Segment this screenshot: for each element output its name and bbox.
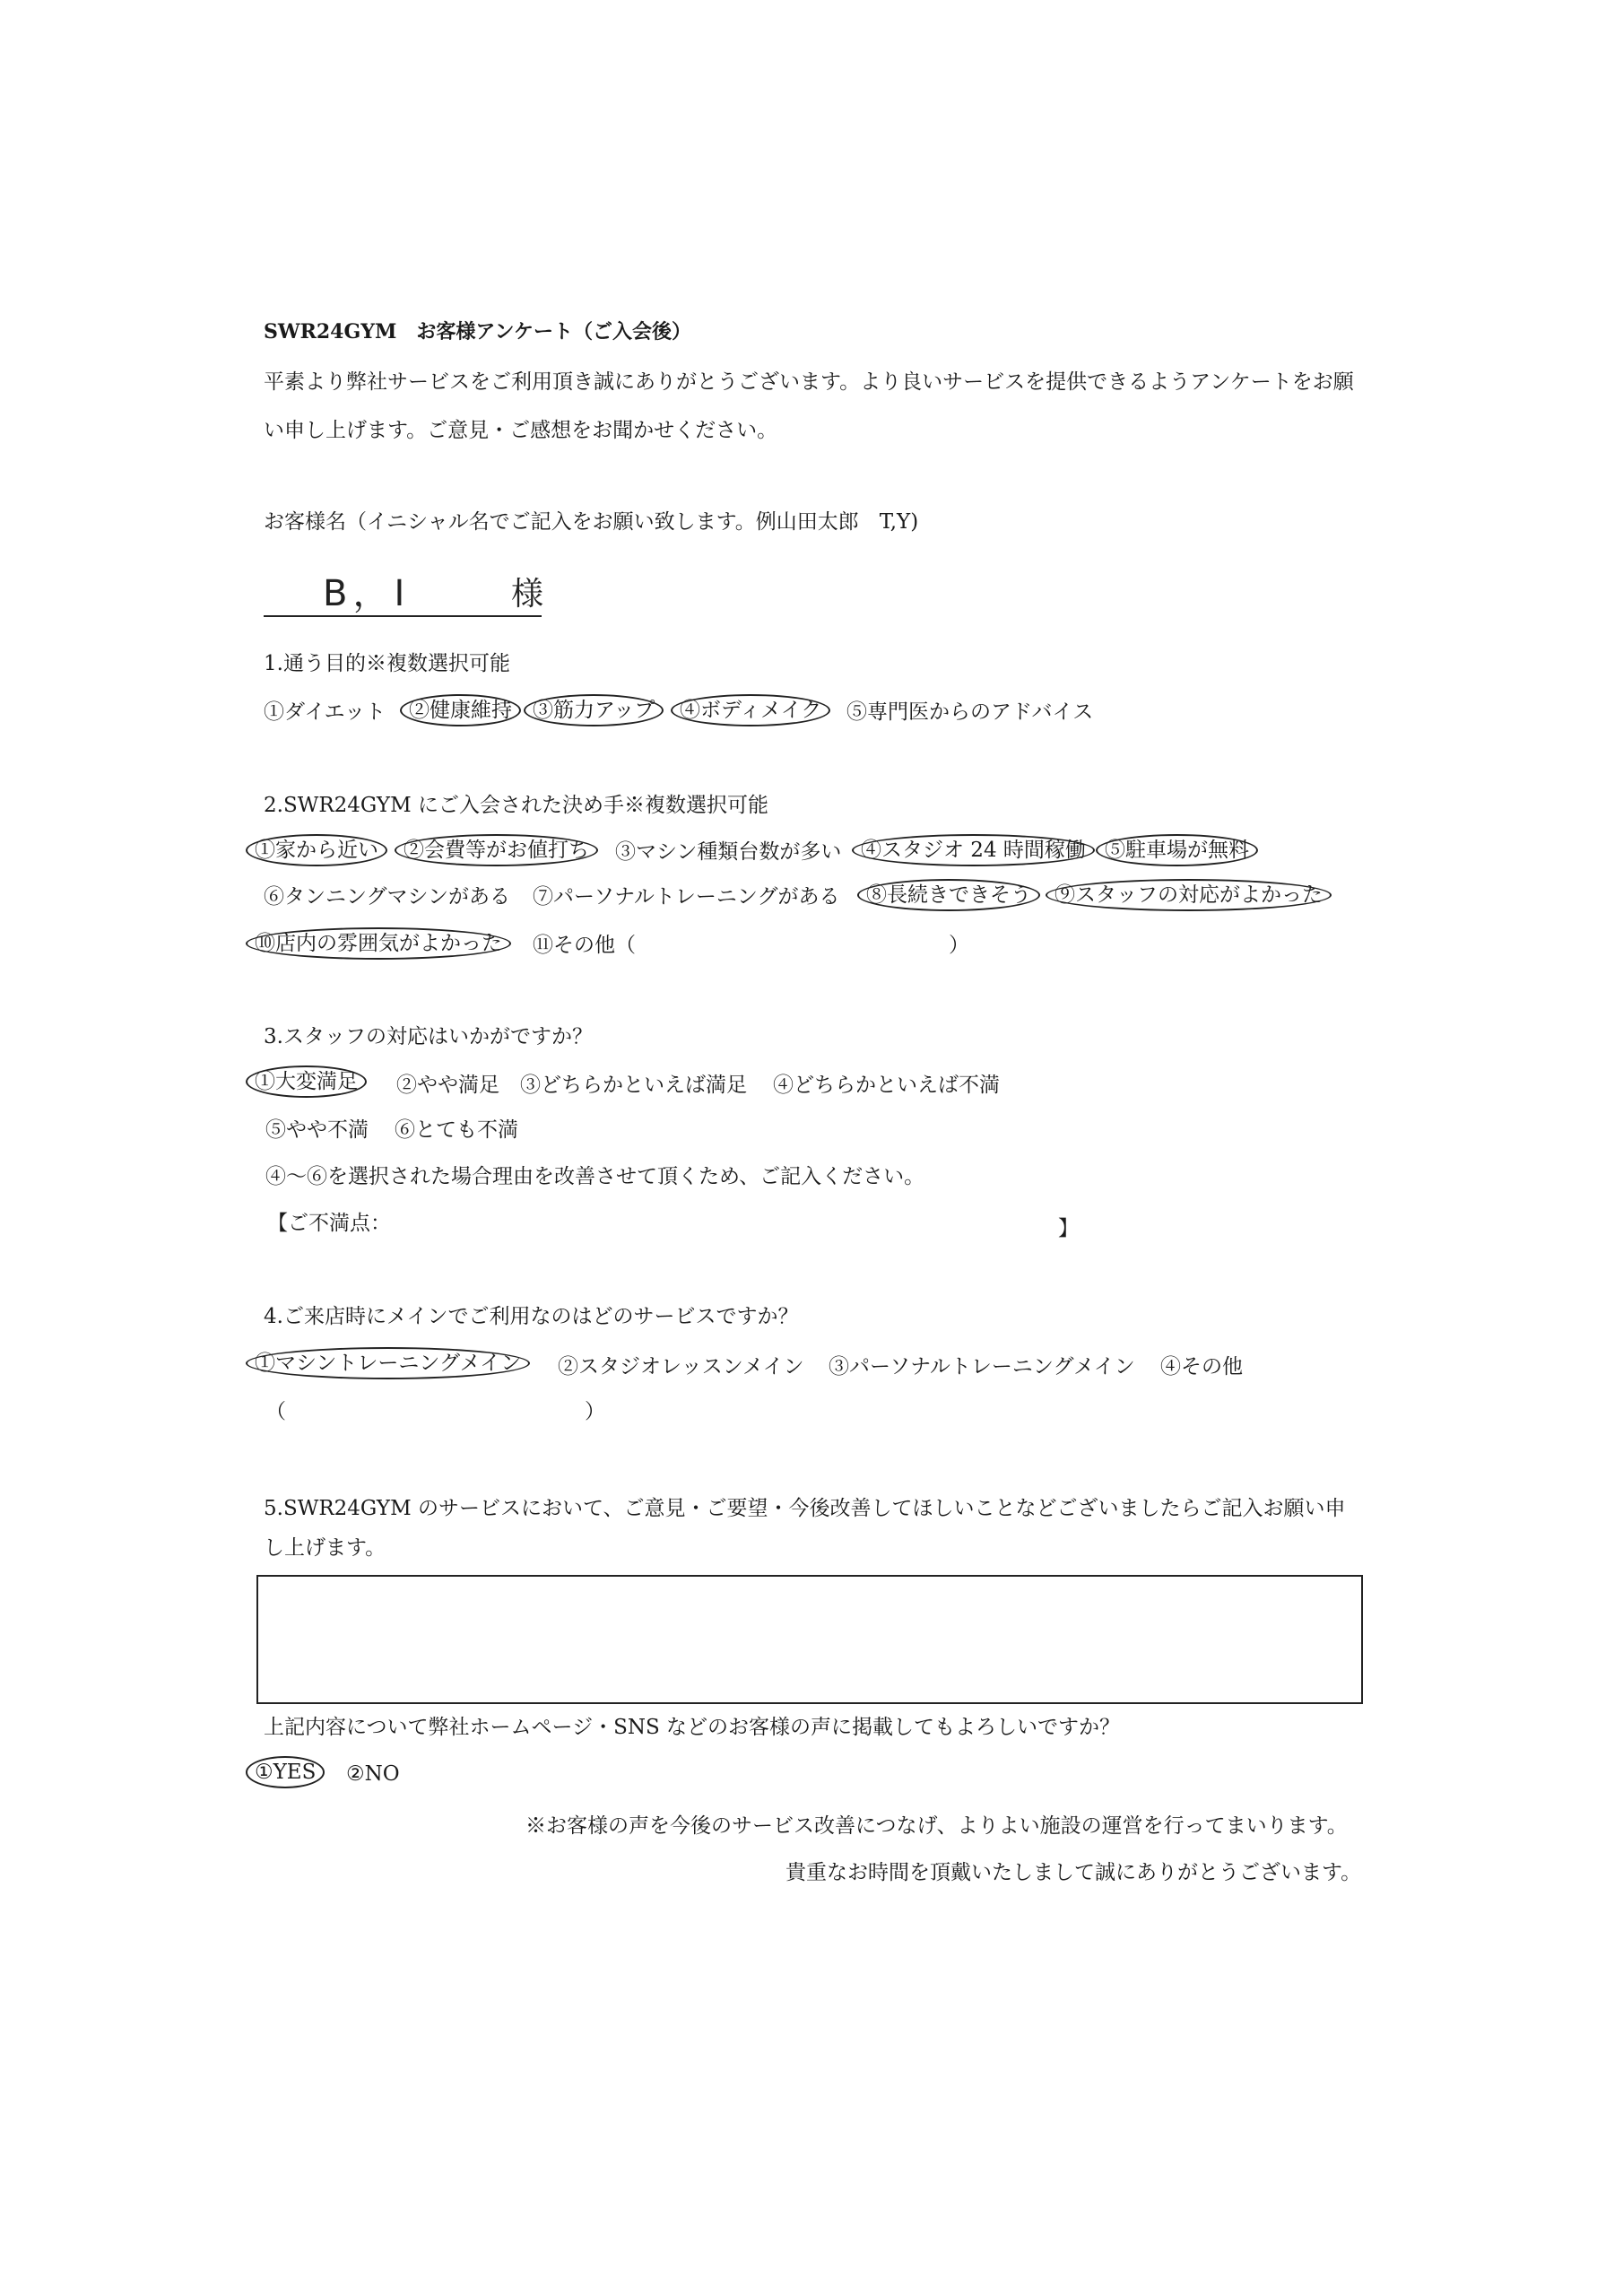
q3-option-6[interactable]: ⑥とても不満 (395, 1118, 518, 1142)
q1-option-1[interactable]: ①ダイエット (264, 700, 386, 724)
publish-question: 上記内容について弊社ホームページ・SNS などのお客様の声に掲載してもよろしいですか？ (264, 1716, 1121, 1739)
q3-option-1[interactable]: ①大変満足 (246, 1065, 367, 1098)
q2-option-8[interactable]: ⑧長続きできそう (857, 879, 1040, 911)
customer-name-value[interactable]: B，I (323, 573, 411, 614)
q2-option-1[interactable]: ①家から近い (246, 834, 387, 866)
q4-option-1[interactable]: ①マシントレーニングメイン (246, 1347, 530, 1379)
q3-complaint-close: 】 (1058, 1217, 1079, 1240)
q5-question-line-1: 5.SWR24GYM のサービスにおいて、ご意見・ご要望・今後改善してほしいことなどございましたらご記入お願い申 (264, 1497, 1346, 1520)
q3-complaint-label: 【ご不満点： (267, 1212, 391, 1235)
q4-question: 4.ご来店時にメインでご利用なのはどのサービスですか？ (264, 1305, 799, 1328)
q2-question: 2.SWR24GYM にご入会された決め手※複数選択可能 (264, 794, 768, 817)
q3-option-5[interactable]: ⑤やや不満 (265, 1118, 369, 1142)
survey-title: SWR24GYM お客様アンケート（ご入会後） (264, 320, 692, 344)
q2-option-2[interactable]: ②会費等がお値打ち (395, 834, 598, 866)
q5-answer-box[interactable] (256, 1575, 1363, 1704)
q2-option-9[interactable]: ⑨スタッフの対応がよかった (1046, 879, 1332, 911)
q3-option-2[interactable]: ②やや満足 (396, 1074, 499, 1097)
q2-option-4[interactable]: ④スタジオ 24 時間稼働 (852, 834, 1095, 866)
q2-option-11[interactable]: ⑪その他（ (533, 934, 636, 957)
q4-option-3[interactable]: ③パーソナルトレーニングメイン (829, 1355, 1135, 1378)
footer-line-1: ※お客様の声を今後のサービス改善につなげ、よりよい施設の運営を行ってまいります。 (525, 1814, 1348, 1838)
q1-option-4[interactable]: ④ボディメイク (671, 694, 830, 726)
q2-option-5[interactable]: ⑤駐車場が無料 (1096, 834, 1258, 866)
intro-line-1: 平素より弊社サービスをご利用頂き誠にありがとうございます。より良いサービスを提供できるようアンケートをお願 (264, 370, 1354, 394)
q2-option-7[interactable]: ⑦パーソナルトレーニングがある (533, 885, 840, 909)
q2-other-close: ） (949, 934, 969, 957)
q2-option-10[interactable]: ⑩店内の雰囲気がよかった (246, 927, 511, 960)
q3-option-4[interactable]: ④どちらかといえば不満 (773, 1074, 1000, 1097)
publish-option-yes[interactable]: ①YES (246, 1756, 325, 1788)
q3-question: 3.スタッフの対応はいかがですか？ (264, 1025, 593, 1048)
q4-paren-open: （ (265, 1400, 286, 1423)
q4-option-4[interactable]: ④その他 (1160, 1355, 1243, 1378)
q3-option-3[interactable]: ③どちらかといえば満足 (520, 1074, 747, 1097)
name-underline (264, 615, 542, 617)
q1-option-5[interactable]: ⑤専門医からのアドバイス (846, 700, 1094, 724)
q3-note: ④～⑥を選択された場合理由を改善させて頂くため、ご記入ください。 (265, 1165, 925, 1188)
q4-option-2[interactable]: ②スタジオレッスンメイン (558, 1355, 804, 1378)
q1-question: 1.通う目的※複数選択可能 (264, 652, 510, 675)
honorific: 様 (511, 576, 550, 613)
customer-name-label: お客様名（イニシャル名でご記入をお願い致します。例山田太郎 T,Y) (264, 510, 919, 534)
q5-question-line-2: し上げます。 (264, 1536, 386, 1560)
footer-line-2: 貴重なお時間を頂戴いたしまして誠にありがとうございます。 (785, 1861, 1362, 1884)
publish-option-no[interactable]: ②NO (346, 1762, 400, 1786)
q4-paren-close: ） (585, 1400, 605, 1423)
intro-line-2: い申し上げます。ご意見・ご感想をお聞かせください。 (264, 419, 778, 442)
q1-option-2[interactable]: ②健康維持 (400, 694, 521, 726)
q1-option-3[interactable]: ③筋力アップ (524, 694, 664, 726)
q2-option-6[interactable]: ⑥タンニングマシンがある (264, 885, 510, 909)
q2-option-3[interactable]: ③マシン種類台数が多い (615, 840, 842, 864)
